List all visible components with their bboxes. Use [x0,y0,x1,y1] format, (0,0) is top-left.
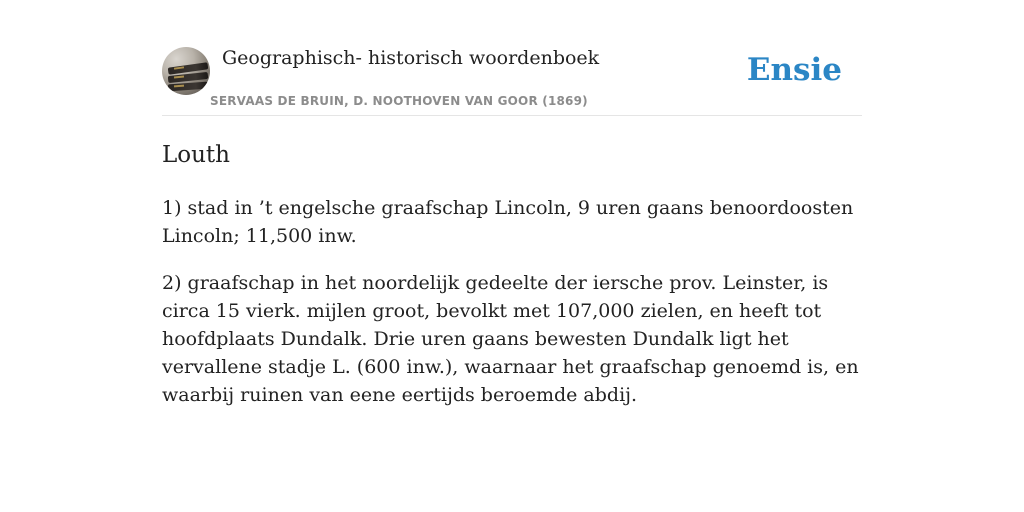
entry-content [162,116,862,409]
brand-logo[interactable]: Ensie [746,52,842,88]
header [162,0,862,116]
definition-1: 1) stad in ’t engelsche graafschap Lincoln, 9 uren gaans benoordoosten Lincoln; 11,500 inw. [162,197,854,247]
book-title[interactable]: Geographisch- historisch woordenboek [222,47,600,69]
book-author: SERVAAS DE BRUIN, D. NOOTHOVEN VAN GOOR (1869) [210,94,588,108]
entry-headword: Louth [162,142,230,168]
book-cover-icon[interactable] [162,47,210,95]
definition-2: 2) graafschap in het noordelijk gedeelte der iersche prov. Leinster, is circa 15 vierk. mijlen groot, bevolkt met 107,000 zielen, en heeft tot hoofdplaats Dundalk. Drie uren gaans bewesten Dundalk ligt het vervallene stadje L. (600 inw.), waarnaar het graafschap genoemd is, en waarbij ruinen van eene eertijds beroemde abdij. [162,272,859,406]
page [162,0,862,512]
